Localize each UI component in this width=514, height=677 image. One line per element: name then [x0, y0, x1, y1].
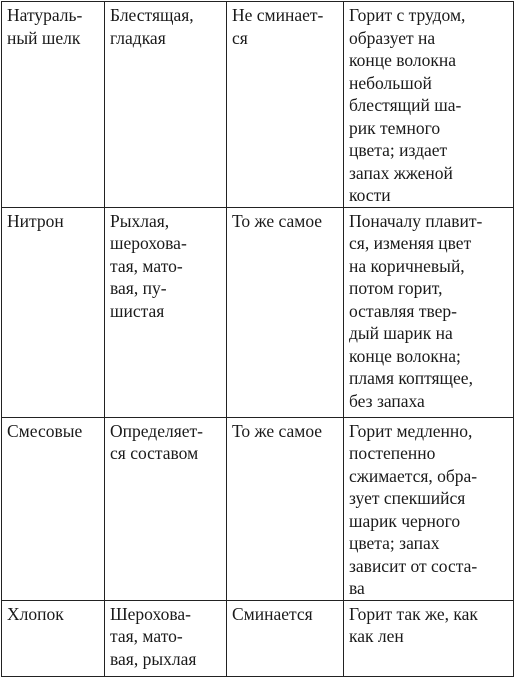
- appearance-cell: Рыхлая, шерохова- тая, мато- вая, пу- шистая: [105, 207, 227, 417]
- table-row: [2, 600, 514, 676]
- burning-behavior-cell: Горит медленно, постепенно сжимается, обра- зует спекшийся шарик черного цвета; запах зависит от соста- ва: [344, 417, 514, 600]
- burning-behavior-cell: Горит с трудом, образует на конце волокна небольшой блестящий ша- рик темного цвета; издает запах жженой кости: [344, 2, 514, 208]
- creasing-cell: Сминается: [227, 600, 344, 676]
- table-row: [2, 2, 514, 208]
- creasing-cell: То же самое: [227, 207, 344, 417]
- fiber-name-cell: Смесовые: [2, 417, 105, 600]
- appearance-cell: Блестящая, гладкая: [105, 2, 227, 208]
- appearance-cell: Определяет- ся составом: [105, 417, 227, 600]
- fiber-name-cell: Натураль- ный шелк: [2, 2, 105, 208]
- fiber-name-cell: Нитрон: [2, 207, 105, 417]
- fiber-properties-table: [1, 1, 514, 677]
- table-row: [2, 207, 514, 417]
- burning-behavior-cell: Поначалу плавит- ся, изменяя цвет на коричневый, потом горит, оставляя твер- дый шарик на конце волокна; пламя коптящее, без запаха: [344, 207, 514, 417]
- creasing-cell: Не сминает- ся: [227, 2, 344, 208]
- table-row: [2, 417, 514, 600]
- fiber-name-cell: Хлопок: [2, 600, 105, 676]
- appearance-cell: Шерохова- тая, мато- вая, рыхлая: [105, 600, 227, 676]
- burning-behavior-cell: Горит так же, как как лен: [344, 600, 514, 676]
- creasing-cell: То же самое: [227, 417, 344, 600]
